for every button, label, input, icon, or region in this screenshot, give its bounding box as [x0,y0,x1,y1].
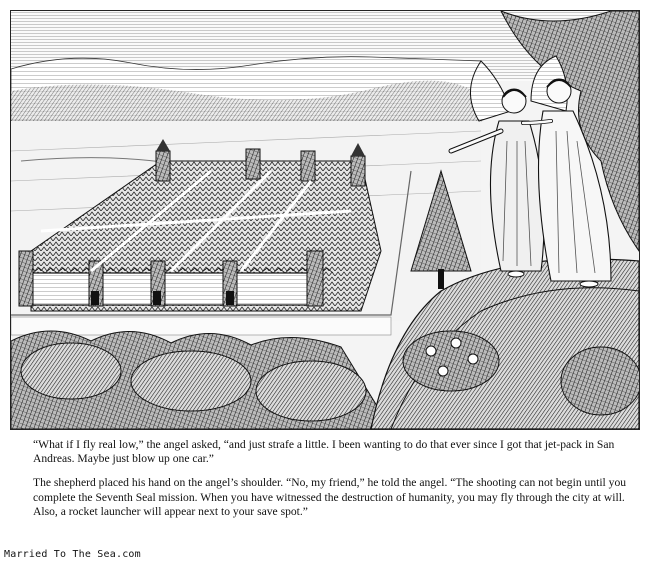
caption-paragraph-shepherd: The shepherd placed his hand on the angel’s shoulder. “No, my friend,” he told the angel. “The shooting can not begin until you complete the Seventh Seal mission. When you have witnessed the destruction of humanity, you may fly through the city at will. Also, a rocket launcher will appear next to your save spot.” [33,476,627,518]
caption-paragraph-angel: “What if I fly real low,” the angel asked, “and just strafe a little. I been wanting to do that ever since I got that jet-pack in San Andreas. Maybe just blow up one car.” [33,438,615,466]
comic-illustration [10,10,640,430]
site-credit: Married To The Sea.com [4,549,141,560]
foreground-trees [11,331,391,429]
caption [33,438,633,529]
